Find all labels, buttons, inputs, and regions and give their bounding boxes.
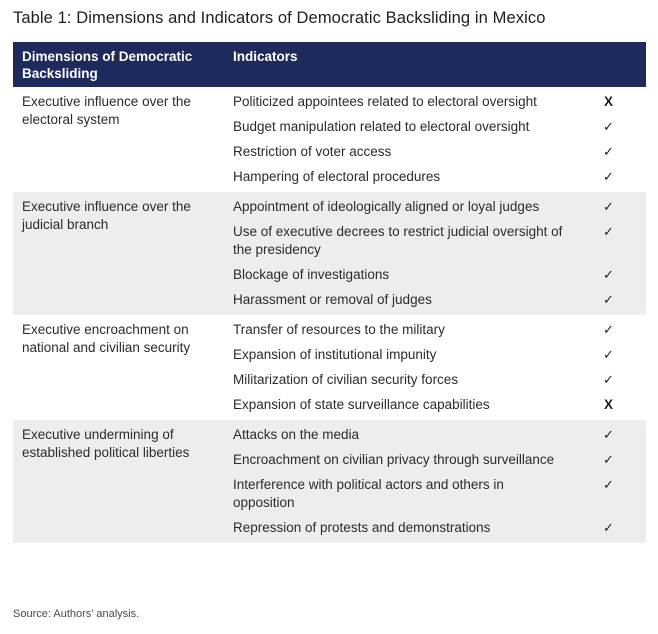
indicator-cell: Use of executive decrees to restrict judicial oversight of the presidency xyxy=(222,219,571,262)
mark-cell xyxy=(571,315,646,342)
mark-cell xyxy=(571,447,646,472)
header-indicators: Indicators xyxy=(222,42,571,87)
x-mark-icon: X xyxy=(603,397,613,412)
indicator-cell: Restriction of voter access xyxy=(222,139,571,164)
group-liberties xyxy=(13,420,646,543)
check-mark-icon: ✓ xyxy=(603,267,614,282)
header-mark xyxy=(571,42,646,87)
indicator-cell: Hampering of electoral procedures xyxy=(222,164,571,192)
table-title: Table 1: Dimensions and Indicators of Democratic Backsliding in Mexico xyxy=(13,9,546,27)
mark-cell xyxy=(571,367,646,392)
header-dimension: Dimensions of Democratic Backsliding xyxy=(13,42,222,87)
mark-cell xyxy=(571,420,646,447)
indicator-cell: Interference with political actors and others in opposition xyxy=(222,472,571,515)
indicator-cell: Expansion of institutional impunity xyxy=(222,342,571,367)
table-row xyxy=(13,315,646,342)
mark-cell xyxy=(571,114,646,139)
indicator-cell: Appointment of ideologically aligned or loyal judges xyxy=(222,192,571,219)
indicator-cell: Blockage of investigations xyxy=(222,262,571,287)
mark-cell xyxy=(571,392,646,420)
group-security xyxy=(13,315,646,420)
check-mark-icon: ✓ xyxy=(603,427,614,442)
dimension-cell: Executive encroachment on national and civilian security xyxy=(13,315,222,420)
mark-cell xyxy=(571,87,646,114)
mark-cell xyxy=(571,139,646,164)
indicator-cell: Expansion of state surveillance capabilities xyxy=(222,392,571,420)
indicator-cell: Transfer of resources to the military xyxy=(222,315,571,342)
check-mark-icon: ✓ xyxy=(603,199,614,214)
mark-cell xyxy=(571,262,646,287)
check-mark-icon: ✓ xyxy=(603,224,614,239)
mark-cell xyxy=(571,287,646,315)
table-row xyxy=(13,420,646,447)
dimension-cell: Executive influence over the electoral system xyxy=(13,87,222,192)
indicator-cell: Encroachment on civilian privacy through surveillance xyxy=(222,447,571,472)
table-row xyxy=(13,87,646,114)
mark-cell xyxy=(571,472,646,515)
indicator-cell: Politicized appointees related to electoral oversight xyxy=(222,87,571,114)
check-mark-icon: ✓ xyxy=(603,292,614,307)
group-judicial xyxy=(13,192,646,315)
check-mark-icon: ✓ xyxy=(603,520,614,535)
check-mark-icon: ✓ xyxy=(603,452,614,467)
check-mark-icon: ✓ xyxy=(603,322,614,337)
check-mark-icon: ✓ xyxy=(603,372,614,387)
x-mark-icon: X xyxy=(603,94,613,109)
check-mark-icon: ✓ xyxy=(603,169,614,184)
mark-cell xyxy=(571,164,646,192)
table-container xyxy=(13,42,646,543)
check-mark-icon: ✓ xyxy=(603,119,614,134)
mark-cell xyxy=(571,192,646,219)
mark-cell xyxy=(571,342,646,367)
check-mark-icon: ✓ xyxy=(603,477,614,492)
check-mark-icon: ✓ xyxy=(603,144,614,159)
indicator-cell: Budget manipulation related to electoral oversight xyxy=(222,114,571,139)
check-mark-icon: ✓ xyxy=(603,347,614,362)
dimension-cell: Executive undermining of established political liberties xyxy=(13,420,222,543)
backsliding-table xyxy=(13,42,646,543)
dimension-cell: Executive influence over the judicial branch xyxy=(13,192,222,315)
table-header-row xyxy=(13,42,646,87)
source-note: Source: Authors’ analysis. xyxy=(13,608,140,620)
indicator-cell: Repression of protests and demonstrations xyxy=(222,515,571,543)
group-electoral xyxy=(13,87,646,192)
indicator-cell: Attacks on the media xyxy=(222,420,571,447)
mark-cell xyxy=(571,515,646,543)
indicator-cell: Harassment or removal of judges xyxy=(222,287,571,315)
table-row xyxy=(13,192,646,219)
indicator-cell: Militarization of civilian security forces xyxy=(222,367,571,392)
mark-cell xyxy=(571,219,646,262)
